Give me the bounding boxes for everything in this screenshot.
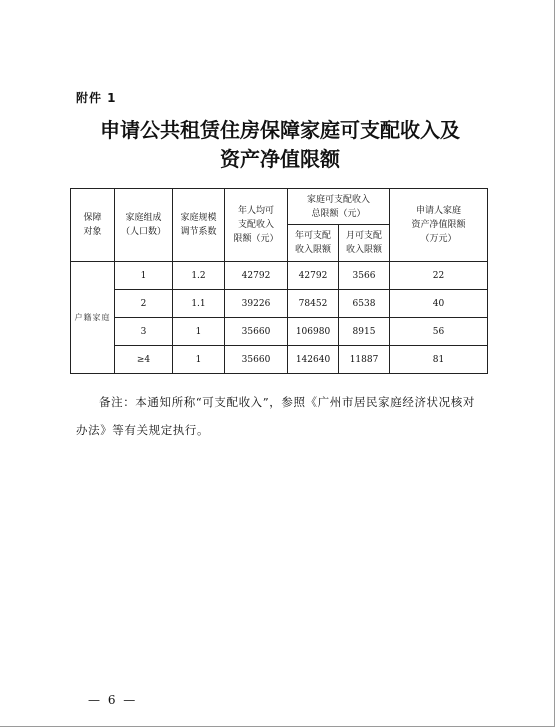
table-row bbox=[71, 262, 488, 290]
cell-annual: 42792 bbox=[288, 262, 339, 290]
income-limit-table bbox=[70, 188, 488, 374]
header-protected-object: 保障 对象 bbox=[71, 189, 115, 262]
header-adjust-coefficient: 家庭规模 调节系数 bbox=[173, 189, 225, 262]
cell-size: 2 bbox=[115, 290, 173, 318]
attachment-label: 附件 1 bbox=[76, 91, 117, 105]
table-row bbox=[71, 346, 488, 374]
cell-size: 1 bbox=[115, 262, 173, 290]
header-household-size: 家庭组成 （人口数） bbox=[115, 189, 173, 262]
table-row bbox=[71, 290, 488, 318]
cell-monthly: 11887 bbox=[339, 346, 390, 374]
cell-monthly: 3566 bbox=[339, 262, 390, 290]
cell-monthly: 8915 bbox=[339, 318, 390, 346]
cell-assets: 40 bbox=[390, 290, 488, 318]
cell-size: ≥4 bbox=[115, 346, 173, 374]
cell-coefficient: 1 bbox=[173, 346, 225, 374]
header-asset-limit: 申请人家庭 资产净值限额 （万元） bbox=[390, 189, 488, 262]
cell-coefficient: 1.2 bbox=[173, 262, 225, 290]
cell-annual: 78452 bbox=[288, 290, 339, 318]
cell-per-capita: 35660 bbox=[225, 346, 288, 374]
cell-coefficient: 1 bbox=[173, 318, 225, 346]
cell-assets: 56 bbox=[390, 318, 488, 346]
header-monthly-income: 月可支配 收入限额 bbox=[339, 225, 390, 262]
header-total-income-group: 家庭可支配收入 总限额（元） bbox=[288, 189, 390, 225]
header-per-capita-income: 年人均可 支配收入 限额（元） bbox=[225, 189, 288, 262]
cell-assets: 22 bbox=[390, 262, 488, 290]
cell-per-capita: 39226 bbox=[225, 290, 288, 318]
document-title-line-2: 资产净值限额 bbox=[220, 147, 340, 171]
document-title-line-1: 申请公共租赁住房保障家庭可支配收入及 bbox=[100, 118, 460, 142]
cell-assets: 81 bbox=[390, 346, 488, 374]
cell-annual: 106980 bbox=[288, 318, 339, 346]
table-row bbox=[71, 318, 488, 346]
cell-monthly: 6538 bbox=[339, 290, 390, 318]
cell-per-capita: 35660 bbox=[225, 318, 288, 346]
header-annual-income: 年可支配 收入限额 bbox=[288, 225, 339, 262]
cell-per-capita: 42792 bbox=[225, 262, 288, 290]
note-paragraph: 备注：本通知所称“可支配收入”，参照《广州市居民家庭经济状况核对办法》等有关规定执行。 bbox=[76, 395, 475, 437]
cell-coefficient: 1.1 bbox=[173, 290, 225, 318]
page-number: — 6 — bbox=[88, 693, 138, 707]
cell-size: 3 bbox=[115, 318, 173, 346]
group-label: 户籍家庭 bbox=[71, 262, 115, 374]
cell-annual: 142640 bbox=[288, 346, 339, 374]
